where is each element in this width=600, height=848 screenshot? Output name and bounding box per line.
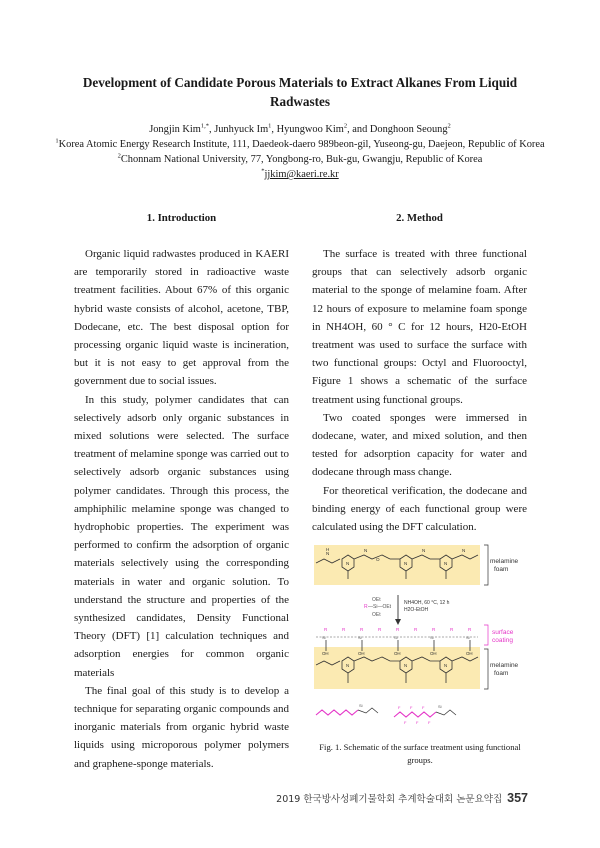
label-melamine-foam-top-2: foam [494,566,509,573]
affiliation-text: Chonnam National University, 77, Yongbong-ro, Buk-gu, Gwangju, Republic of Korea [120,154,483,165]
r-group-label: R [342,627,346,632]
atom-n-label: N [444,663,448,668]
f-label: F [410,705,413,710]
r-group-label: R [414,627,418,632]
atom-o-label: O [376,557,380,562]
affiliation-1 [40,137,560,152]
f-label: F [416,720,419,725]
reaction-arrow-head [395,619,401,625]
melamine-band-top [314,545,480,585]
author-name: Jongjin Kim [149,124,201,135]
method-paragraph: Two coated sponges were immersed in dodecane, water, and mixed solution, and then tested for adsorption capacity for water and dodecane through mass change. [312,411,527,479]
author-affiliation-mark: 1,* [200,122,209,130]
atom-n-label: N [404,663,408,668]
author-block [40,122,560,182]
si-label: Si [438,704,442,709]
reagent-oet-top: OEt [372,597,381,603]
r-group-label: R [450,627,454,632]
si-label: Si [359,703,363,708]
surface-coating-layer [316,627,478,640]
silane-reagent [364,597,392,618]
corresponding-email [40,167,560,182]
si-label: Si [358,635,362,640]
atom-n-label: N [422,548,426,553]
si-label: Si [322,635,326,640]
atom-n-label: N [346,663,350,668]
surface-treatment-schematic [312,537,528,737]
figure-caption: Fig. 1. Schematic of the surface treatment using functional groups. [319,742,521,765]
page-number: 357 [507,791,528,805]
bracket-top [484,545,488,585]
r-group-label: R [468,627,472,632]
author-name: Junhyuck Im [214,124,269,135]
atom-n-label: N [326,551,330,556]
oh-label: OH [322,651,329,656]
author-affiliation-mark: 2 [447,122,451,130]
oh-label: OH [466,651,473,656]
reagent-r: R [364,604,368,610]
f-label: F [404,720,407,725]
oh-label: OH [358,651,365,656]
author-name: Hyungwoo Kim [276,124,344,135]
author-affiliation-mark: 1 [268,122,272,130]
r-group-label: R [324,627,328,632]
atom-n-label: N [404,561,408,566]
intro-paragraph: Organic liquid radwastes produced in KAERI are temporarily stored in radioactive waste treatment facilities. About 67% of this organic hybrid waste consists of alcohol, acetone, TBP, Dodecane, etc. The best disposal option for processing organic liquid waste is incineration, but it is not easy to get approval from the government due to social issues. [74,248,289,388]
reagent-si-oet: —Si—OEt [368,604,392,610]
f-label: F [422,705,425,710]
affiliation-2 [40,152,560,167]
author-separator: , [271,124,277,135]
method-body [312,245,527,536]
atom-n-label: N [444,561,448,566]
r-group-label: R [360,627,364,632]
author-separator: , [208,124,215,135]
bracket-coating [484,625,488,645]
r-group-label: R [396,627,400,632]
r-group-label: R [432,627,436,632]
si-label: Si [466,635,470,640]
r-group-label: R [378,627,382,632]
intro-body [74,245,289,773]
method-heading: 2. Method [396,212,443,224]
f-label: F [398,705,401,710]
reagent-oet-bottom: OEt [372,612,381,618]
f-label: F [428,720,431,725]
affiliation-mark: 1 [55,137,59,145]
affiliation-text: Korea Atomic Energy Research Institute, 111, Daedeok-daero 989beon-gil, Yuseong-gu, Daejeon, Republic of Korea [58,139,545,150]
label-melamine-foam-bottom: melamine [490,662,519,669]
author-affiliation-mark: 2 [343,122,348,130]
email-mark: * [261,167,265,175]
atom-n-label: N [364,548,368,553]
oh-label: OH [430,651,437,656]
author-line [40,122,560,137]
footer-proceedings: 2019 한국방사성폐기물학회 추계학술대회 논문요약집 [276,794,503,805]
affiliation-mark: 2 [117,152,121,160]
atom-h-label: H [326,547,330,552]
label-melamine-foam-bottom-2: foam [494,670,509,677]
page-footer [276,791,528,805]
fluorooctyl-silane-structure [394,704,456,725]
octyl-silane-structure [316,703,378,715]
oh-label: OH [394,651,401,656]
reaction-condition-2: H2O-EtOH [404,607,429,613]
intro-paragraph: In this study, polymer candidates that can selectively adsorb only organic substances in mixed solutions were selected. The surface treatment of melamine sponge was carried out to selectively adsorb organic substances using polymer candidates. Through this process, the amphiphilic melamine sponge was changed to hydrophobic properties. The experiment was performed to confirm the adsorption of organic materials selectively using the corresponding materials in water and organic solution. To understand the structure and properties of the synthesized candidates, Density Functional Theory (DFT) [1] calculation techniques and adsorption energies for common organic materials [74,393,289,679]
paper-title: Development of Candidate Porous Materials to Extract Alkanes From Liquid Radwastes [82,75,518,109]
label-melamine-foam-top: melamine [490,558,519,565]
bracket-bottom [484,649,488,689]
intro-paragraph: The final goal of this study is to develop a technique for separating organic compounds and inorganic materials from organic hybrid waste liquids using microporous polymer polymers and graphene-sponge materials. [74,684,289,770]
intro-heading: 1. Introduction [146,212,217,224]
label-surface-coating: surface [492,629,514,636]
label-surface-coating-2: coating [492,637,513,644]
method-paragraph: For theoretical verification, the dodecane and binding energy of each functional group were calculated using the DFT calculation. [312,484,527,534]
reaction-condition-1: NH4OH, 60 °C, 12 h [404,600,450,606]
si-label: Si [394,635,398,640]
si-label: Si [430,635,434,640]
author-separator: , and [347,124,370,135]
email-link[interactable]: jjkim@kaeri.re.kr [264,169,339,180]
atom-n-label: N [462,548,466,553]
author-name: Donghoon Seoung [369,124,448,135]
method-paragraph: The surface is treated with three functional groups that can selectively adsorb organic material to the sponge of melamine foam. After 12 hours of exposure to melamine foam sponge in NH4OH, 60 ° C for 12 hours, H20-EtOH treatment was used to surface the surface with two functional groups: Octyl and Fluorooctyl, Figure 1 shows a schematic of the surface treatment using functional groups. [312,248,527,406]
atom-n-label: N [346,561,350,566]
